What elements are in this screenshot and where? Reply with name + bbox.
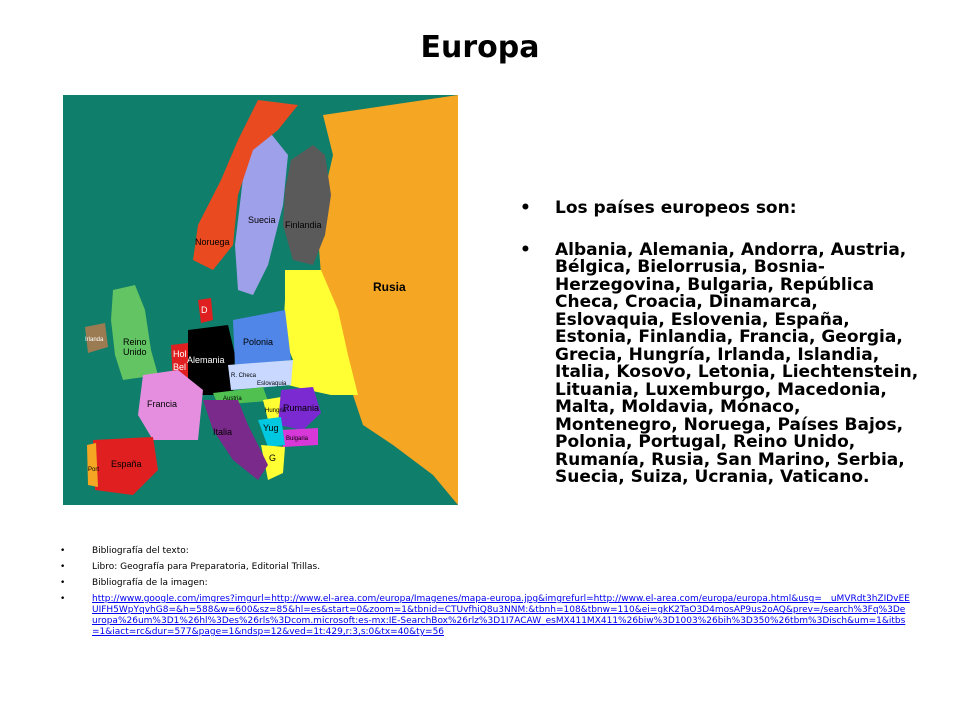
map-label-irlanda: Irlanda xyxy=(85,337,104,343)
bullet-symbol: • xyxy=(60,562,66,572)
bibliography-text: Libro: Geografía para Preparatoria, Editorial Trillas. xyxy=(92,562,321,572)
map-label-grecia: G xyxy=(269,453,277,463)
image-source-link[interactable]: http://www.google.com/imgres?imgurl=http://www.el-area.com/europa/Imagenes/mapa-europa.jpg&imgrefurl=http://www.el-area.com/europa/europa.html&usg=__uMVRdt3hZIDvEEUIFH5WpYqvhG8=&h=588&w=600&sz=85&hl=es&start=0&zoom=1&tbnid=CTUvfhiQ8u3NNM:&tbnh=108&tbnw=110&ei=gkK2TaO3D4mosAP9us2oAQ&prev=/search%3Fq%3Deuropa%26um%3D1%26hl%3Des%26rls%3Dcom.microsoft:es-mx:IE-SearchBox%26rlz%3D1I7ACAW_esMX411MX411%26biw%3D1003%26bih%3D350%26tbm%3Disch&um=1&itbs=1&iact=rc&dur=577&page=1&ndsp=12&ved=1t:429,r:3,s:0&tx=40&ty=56 xyxy=(92,594,910,637)
map-label-espana: España xyxy=(111,459,142,469)
list-item xyxy=(520,239,920,487)
bullet-symbol: • xyxy=(520,239,531,260)
map-label-rusia: Rusia xyxy=(373,280,406,294)
map-label-rumania: Rumania xyxy=(283,403,320,413)
map-label-polonia: Polonia xyxy=(243,337,274,347)
bullet-symbol: • xyxy=(520,198,531,218)
bullet-symbol: • xyxy=(60,594,66,604)
europe-map-icon xyxy=(63,95,458,505)
bibliography-item xyxy=(60,562,910,573)
map-label-dinamarca: D xyxy=(201,305,208,315)
slide-title: Europa xyxy=(420,30,540,65)
list-item xyxy=(520,200,920,218)
intro-text: Los países europeos son: xyxy=(555,198,797,218)
map-label-finlandia: Finlandia xyxy=(285,220,322,230)
bibliography-text: Bibliografía de la imagen: xyxy=(92,578,208,588)
map-label-alemania: Alemania xyxy=(187,355,225,365)
map-label-hungria: Hungria xyxy=(265,408,287,414)
map-label-austria: Austria xyxy=(223,396,242,402)
map-label-yugoslavia: Yug xyxy=(263,423,279,433)
bullet-symbol: • xyxy=(60,546,66,556)
bibliography-list xyxy=(60,546,910,643)
bibliography-item xyxy=(60,594,910,638)
map-label-portugal: Port xyxy=(88,467,100,473)
map-label-r-checa: R. Checa xyxy=(231,373,257,379)
map-label-italia: Italia xyxy=(213,427,233,437)
map-label-reino-unido: Reino Unido xyxy=(123,337,147,357)
map-label-holanda: Hol xyxy=(173,349,187,359)
main-bullet-list xyxy=(520,200,920,511)
bibliography-text: Bibliografía del texto: xyxy=(92,546,189,556)
bibliography-item xyxy=(60,578,910,589)
countries-text: Albania, Alemania, Andorra, Austria, Bélgica, Bielorrusia, Bosnia-Herzegovina, Bulgaria, República Checa, Croacia, Dinamarca, Eslovaquia, Eslovenia, España, Estonia, Finlandia, Francia, Georgia, Grecia, Hungría, Irlanda, Islandia, Italia, Kosovo, Letonia, Liechtenstein, Lituania, Luxemburgo, Macedonia, Malta, Moldavia, Mónaco, Montenegro, Noruega, Países Bajos, Polonia, Portugal, Reino Unido, Rumanía, Rusia, San Marino, Serbia, Suecia, Suiza, Ucrania, Vaticano. xyxy=(555,239,919,487)
map-label-eslovaquia: Eslovaquia xyxy=(257,381,287,387)
map-label-noruega: Noruega xyxy=(195,237,230,247)
map-label-francia: Francia xyxy=(147,399,178,409)
bullet-symbol: • xyxy=(60,578,66,588)
map-label-bulgaria: Bulgaria xyxy=(286,436,309,442)
map-label-belgica: Bel xyxy=(173,362,187,372)
bibliography-item xyxy=(60,546,910,557)
map-label-suecia: Suecia xyxy=(248,215,276,225)
